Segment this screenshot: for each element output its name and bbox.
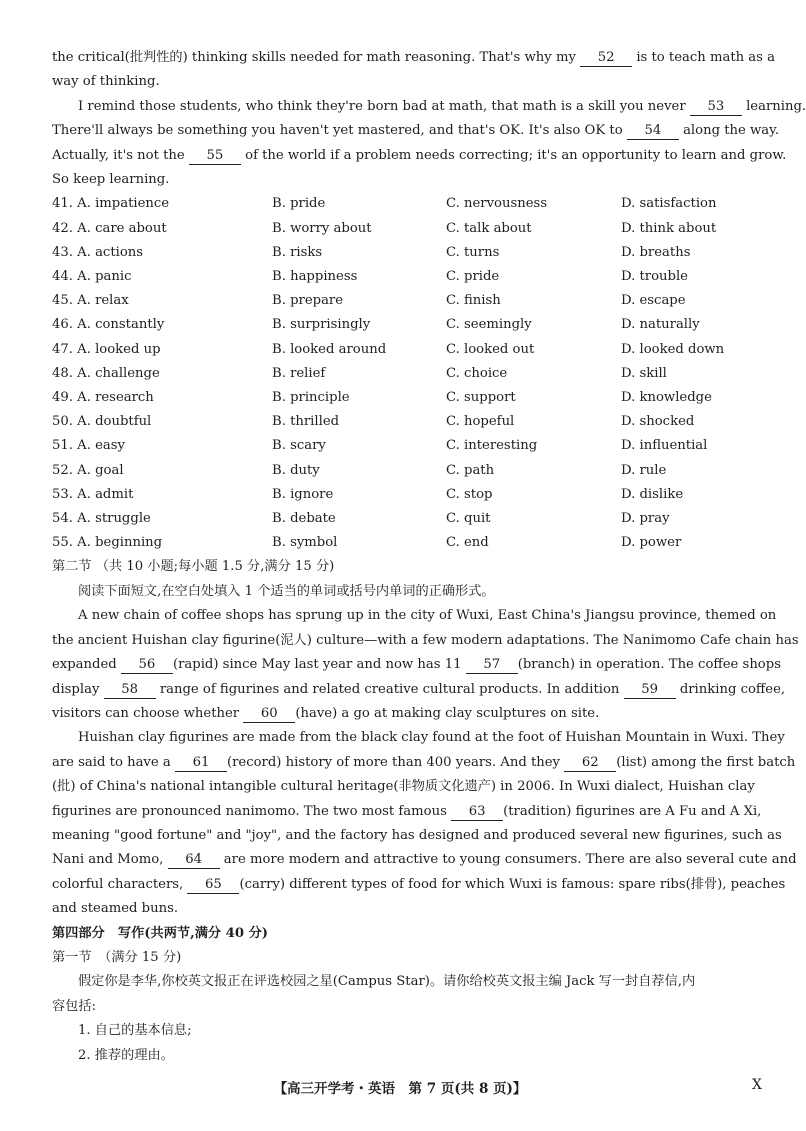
prompt-item xyxy=(52,1019,768,1043)
option-c: C. talk about xyxy=(446,220,532,236)
passage-line xyxy=(52,800,768,824)
passage-line xyxy=(52,702,768,726)
option-a: 48. A. challenge xyxy=(52,365,160,381)
passage-line xyxy=(52,604,777,628)
option-row xyxy=(52,459,768,483)
text: visitors can choose whether xyxy=(52,705,240,721)
text: 阅读下面短文,在空白处填入 1 个适当的单词或括号内单词的正确形式。 xyxy=(78,583,495,599)
option-row xyxy=(52,410,768,434)
text: and steamed buns. xyxy=(52,901,179,917)
option-d: D. breaths xyxy=(621,244,691,260)
text: There'll always be something you haven't yet mastered, and that's OK. It's also OK to xyxy=(52,123,623,139)
text: (tradition) figurines are A Fu and A Xi, xyxy=(503,803,762,819)
text: expanded xyxy=(52,657,117,673)
option-c: C. support xyxy=(446,390,516,406)
blank-61: 61 xyxy=(175,754,227,772)
blank-59: 59 xyxy=(624,681,676,699)
text: A new chain of coffee shops has sprung up in the city of Wuxi, East China's Jiangsu province, themed on xyxy=(78,608,777,624)
blank-52: 52 xyxy=(580,49,632,67)
text: 容包括: xyxy=(52,998,97,1014)
text: Nani and Momo, xyxy=(52,852,164,868)
text: (carry) different types of food for which Wuxi is famous: spare ribs(排骨), peaches xyxy=(239,876,786,892)
option-c: C. pride xyxy=(446,269,500,285)
passage-line xyxy=(52,873,786,897)
option-d: D. knowledge xyxy=(621,390,712,406)
blank-65: 65 xyxy=(187,876,239,894)
passage-line xyxy=(52,168,768,192)
option-a: 45. A. relax xyxy=(52,293,129,309)
option-a: 49. A. research xyxy=(52,390,154,406)
option-a: 55. A. beginning xyxy=(52,535,163,551)
text: (批) of China's national intangible cultural heritage(非物质文化遗产) in 2006. In Wuxi dialect, Huishan clay xyxy=(52,779,755,795)
text: (have) a go at making clay sculptures on site. xyxy=(295,705,600,721)
option-row xyxy=(52,192,768,216)
option-b: B. symbol xyxy=(272,535,338,551)
option-row xyxy=(52,338,768,362)
option-d: D. escape xyxy=(621,293,686,309)
option-row xyxy=(52,241,768,265)
passage-line xyxy=(52,653,781,677)
option-b: B. risks xyxy=(272,244,323,260)
option-row xyxy=(52,217,768,241)
text: figurines are pronounced nanimomo. The two most famous xyxy=(52,803,447,819)
option-row xyxy=(52,386,768,410)
option-b: B. worry about xyxy=(272,220,372,236)
passage-line xyxy=(52,629,799,653)
text: the ancient Huishan clay figurine(泥人) culture—with a few modern adaptations. The Nanimomo Cafe chain has xyxy=(52,632,799,648)
exam-page xyxy=(52,46,806,1068)
option-c: C. finish xyxy=(446,293,501,309)
text: 2. 推荐的理由。 xyxy=(78,1047,174,1063)
option-b: B. principle xyxy=(272,390,350,406)
option-c: C. quit xyxy=(446,511,491,527)
option-a: 44. A. panic xyxy=(52,269,132,285)
text: 假定你是李华,你校英文报正在评选校园之星(Campus Star)。请你给校英文报主编 Jack 写一封自荐信,内 xyxy=(78,974,696,990)
option-a: 51. A. easy xyxy=(52,438,125,454)
text: are said to have a xyxy=(52,754,171,770)
section-heading xyxy=(52,555,768,579)
text: drinking coffee, xyxy=(679,681,786,697)
option-d: D. power xyxy=(621,535,682,551)
text: of the world if a problem needs correcting; it's an opportunity to learn and grow. xyxy=(245,147,787,163)
passage-line xyxy=(52,70,768,94)
text: along the way. xyxy=(683,123,780,139)
text: display xyxy=(52,681,100,697)
text: way of thinking. xyxy=(52,74,160,90)
passage-line xyxy=(52,144,787,168)
passage-line xyxy=(52,119,780,143)
blank-60: 60 xyxy=(243,705,295,723)
text: 第四部分 写作(共两节,满分 40 分) xyxy=(52,925,269,941)
blank-53: 53 xyxy=(690,98,742,116)
option-d: D. dislike xyxy=(621,486,684,502)
option-d: D. rule xyxy=(621,462,667,478)
option-row xyxy=(52,313,768,337)
option-d: D. looked down xyxy=(621,341,725,357)
option-b: B. happiness xyxy=(272,269,358,285)
option-c: C. hopeful xyxy=(446,414,515,430)
option-a: 50. A. doubtful xyxy=(52,414,152,430)
writing-prompt xyxy=(52,970,768,994)
option-b: B. looked around xyxy=(272,341,387,357)
option-d: D. satisfaction xyxy=(621,196,717,212)
option-c: C. end xyxy=(446,535,489,551)
option-c: C. choice xyxy=(446,365,508,381)
option-b: B. surprisingly xyxy=(272,317,371,333)
passage-line xyxy=(52,824,782,848)
option-b: B. pride xyxy=(272,196,326,212)
option-c: C. stop xyxy=(446,486,493,502)
options-table xyxy=(52,192,768,555)
text: 第二节 （共 10 小题;每小题 1.5 分,满分 15 分) xyxy=(52,559,335,575)
option-c: C. seemingly xyxy=(446,317,532,333)
blank-63: 63 xyxy=(451,803,503,821)
option-b: B. prepare xyxy=(272,293,344,309)
option-c: C. nervousness xyxy=(446,196,548,212)
blank-64: 64 xyxy=(168,851,220,869)
passage-line xyxy=(52,751,796,775)
passage-line xyxy=(52,848,797,872)
option-b: B. relief xyxy=(272,365,326,381)
option-b: B. scary xyxy=(272,438,326,454)
option-c: C. interesting xyxy=(446,438,538,454)
text: I remind those students, who think they're born bad at math, that math is a skill you never xyxy=(78,98,686,114)
part-heading xyxy=(52,922,768,946)
option-a: 53. A. admit xyxy=(52,486,134,502)
text: 第一节 （满分 15 分) xyxy=(52,949,182,965)
option-row xyxy=(52,483,768,507)
option-a: 54. A. struggle xyxy=(52,511,151,527)
text: (branch) in operation. The coffee shops xyxy=(517,657,781,673)
option-d: D. skill xyxy=(621,365,667,381)
text: Actually, it's not the xyxy=(52,147,185,163)
text: Huishan clay figurines are made from the black clay found at the foot of Huishan Mountain in Wuxi. They xyxy=(78,730,785,746)
option-row xyxy=(52,289,768,313)
option-a: 43. A. actions xyxy=(52,244,144,260)
text: learning. xyxy=(746,98,806,114)
passage-line xyxy=(52,726,785,750)
text: the critical(批判性的) thinking skills needed for math reasoning. That's why my xyxy=(52,50,576,65)
text: are more modern and attractive to young consumers. There are also several cute and xyxy=(223,852,797,868)
text: is to teach math as a xyxy=(636,50,775,65)
option-d: D. trouble xyxy=(621,269,688,285)
option-row xyxy=(52,434,768,458)
text: So keep learning. xyxy=(52,172,170,188)
passage-line xyxy=(52,775,768,799)
option-row xyxy=(52,265,768,289)
blank-55: 55 xyxy=(189,147,241,165)
blank-58: 58 xyxy=(104,681,156,699)
text: meaning "good fortune" and "joy", and the factory has designed and produced several new figurines, such as xyxy=(52,827,782,843)
footer-mark: X xyxy=(752,1077,762,1093)
passage-line xyxy=(52,46,775,70)
passage-line xyxy=(52,678,786,702)
passage-line xyxy=(52,897,768,921)
option-b: B. duty xyxy=(272,462,320,478)
blank-62: 62 xyxy=(564,754,616,772)
option-a: 46. A. constantly xyxy=(52,317,165,333)
blank-57: 57 xyxy=(466,656,518,674)
writing-prompt xyxy=(52,995,768,1019)
option-a: 42. A. care about xyxy=(52,220,167,236)
option-d: D. shocked xyxy=(621,414,695,430)
option-d: D. think about xyxy=(621,220,717,236)
text: colorful characters, xyxy=(52,876,184,892)
option-d: D. pray xyxy=(621,511,670,527)
text: range of figurines and related creative cultural products. In addition xyxy=(159,681,620,697)
blank-56: 56 xyxy=(121,656,173,674)
text: (list) among the first batch xyxy=(616,754,796,770)
option-d: D. influential xyxy=(621,438,708,454)
text: (record) history of more than 400 years. And they xyxy=(226,754,561,770)
option-row xyxy=(52,507,768,531)
option-c: C. looked out xyxy=(446,341,535,357)
option-c: C. path xyxy=(446,462,495,478)
text: (rapid) since May last year and now has 11 xyxy=(172,657,462,673)
instruction xyxy=(52,580,768,604)
page-footer: 【高三开学考・英语 第 7 页(共 8 页)】 xyxy=(273,1081,527,1097)
option-c: C. turns xyxy=(446,244,500,260)
option-b: B. debate xyxy=(272,511,336,527)
option-a: 52. A. goal xyxy=(52,462,124,478)
option-a: 41. A. impatience xyxy=(52,196,170,212)
passage-line xyxy=(52,95,806,119)
option-d: D. naturally xyxy=(621,317,700,333)
prompt-item xyxy=(52,1044,768,1068)
option-b: B. ignore xyxy=(272,486,334,502)
blank-54: 54 xyxy=(627,122,679,140)
text: 1. 自己的基本信息; xyxy=(78,1023,192,1039)
option-b: B. thrilled xyxy=(272,414,340,430)
option-row xyxy=(52,362,768,386)
option-row xyxy=(52,531,768,555)
section-heading xyxy=(52,946,768,970)
option-a: 47. A. looked up xyxy=(52,341,161,357)
